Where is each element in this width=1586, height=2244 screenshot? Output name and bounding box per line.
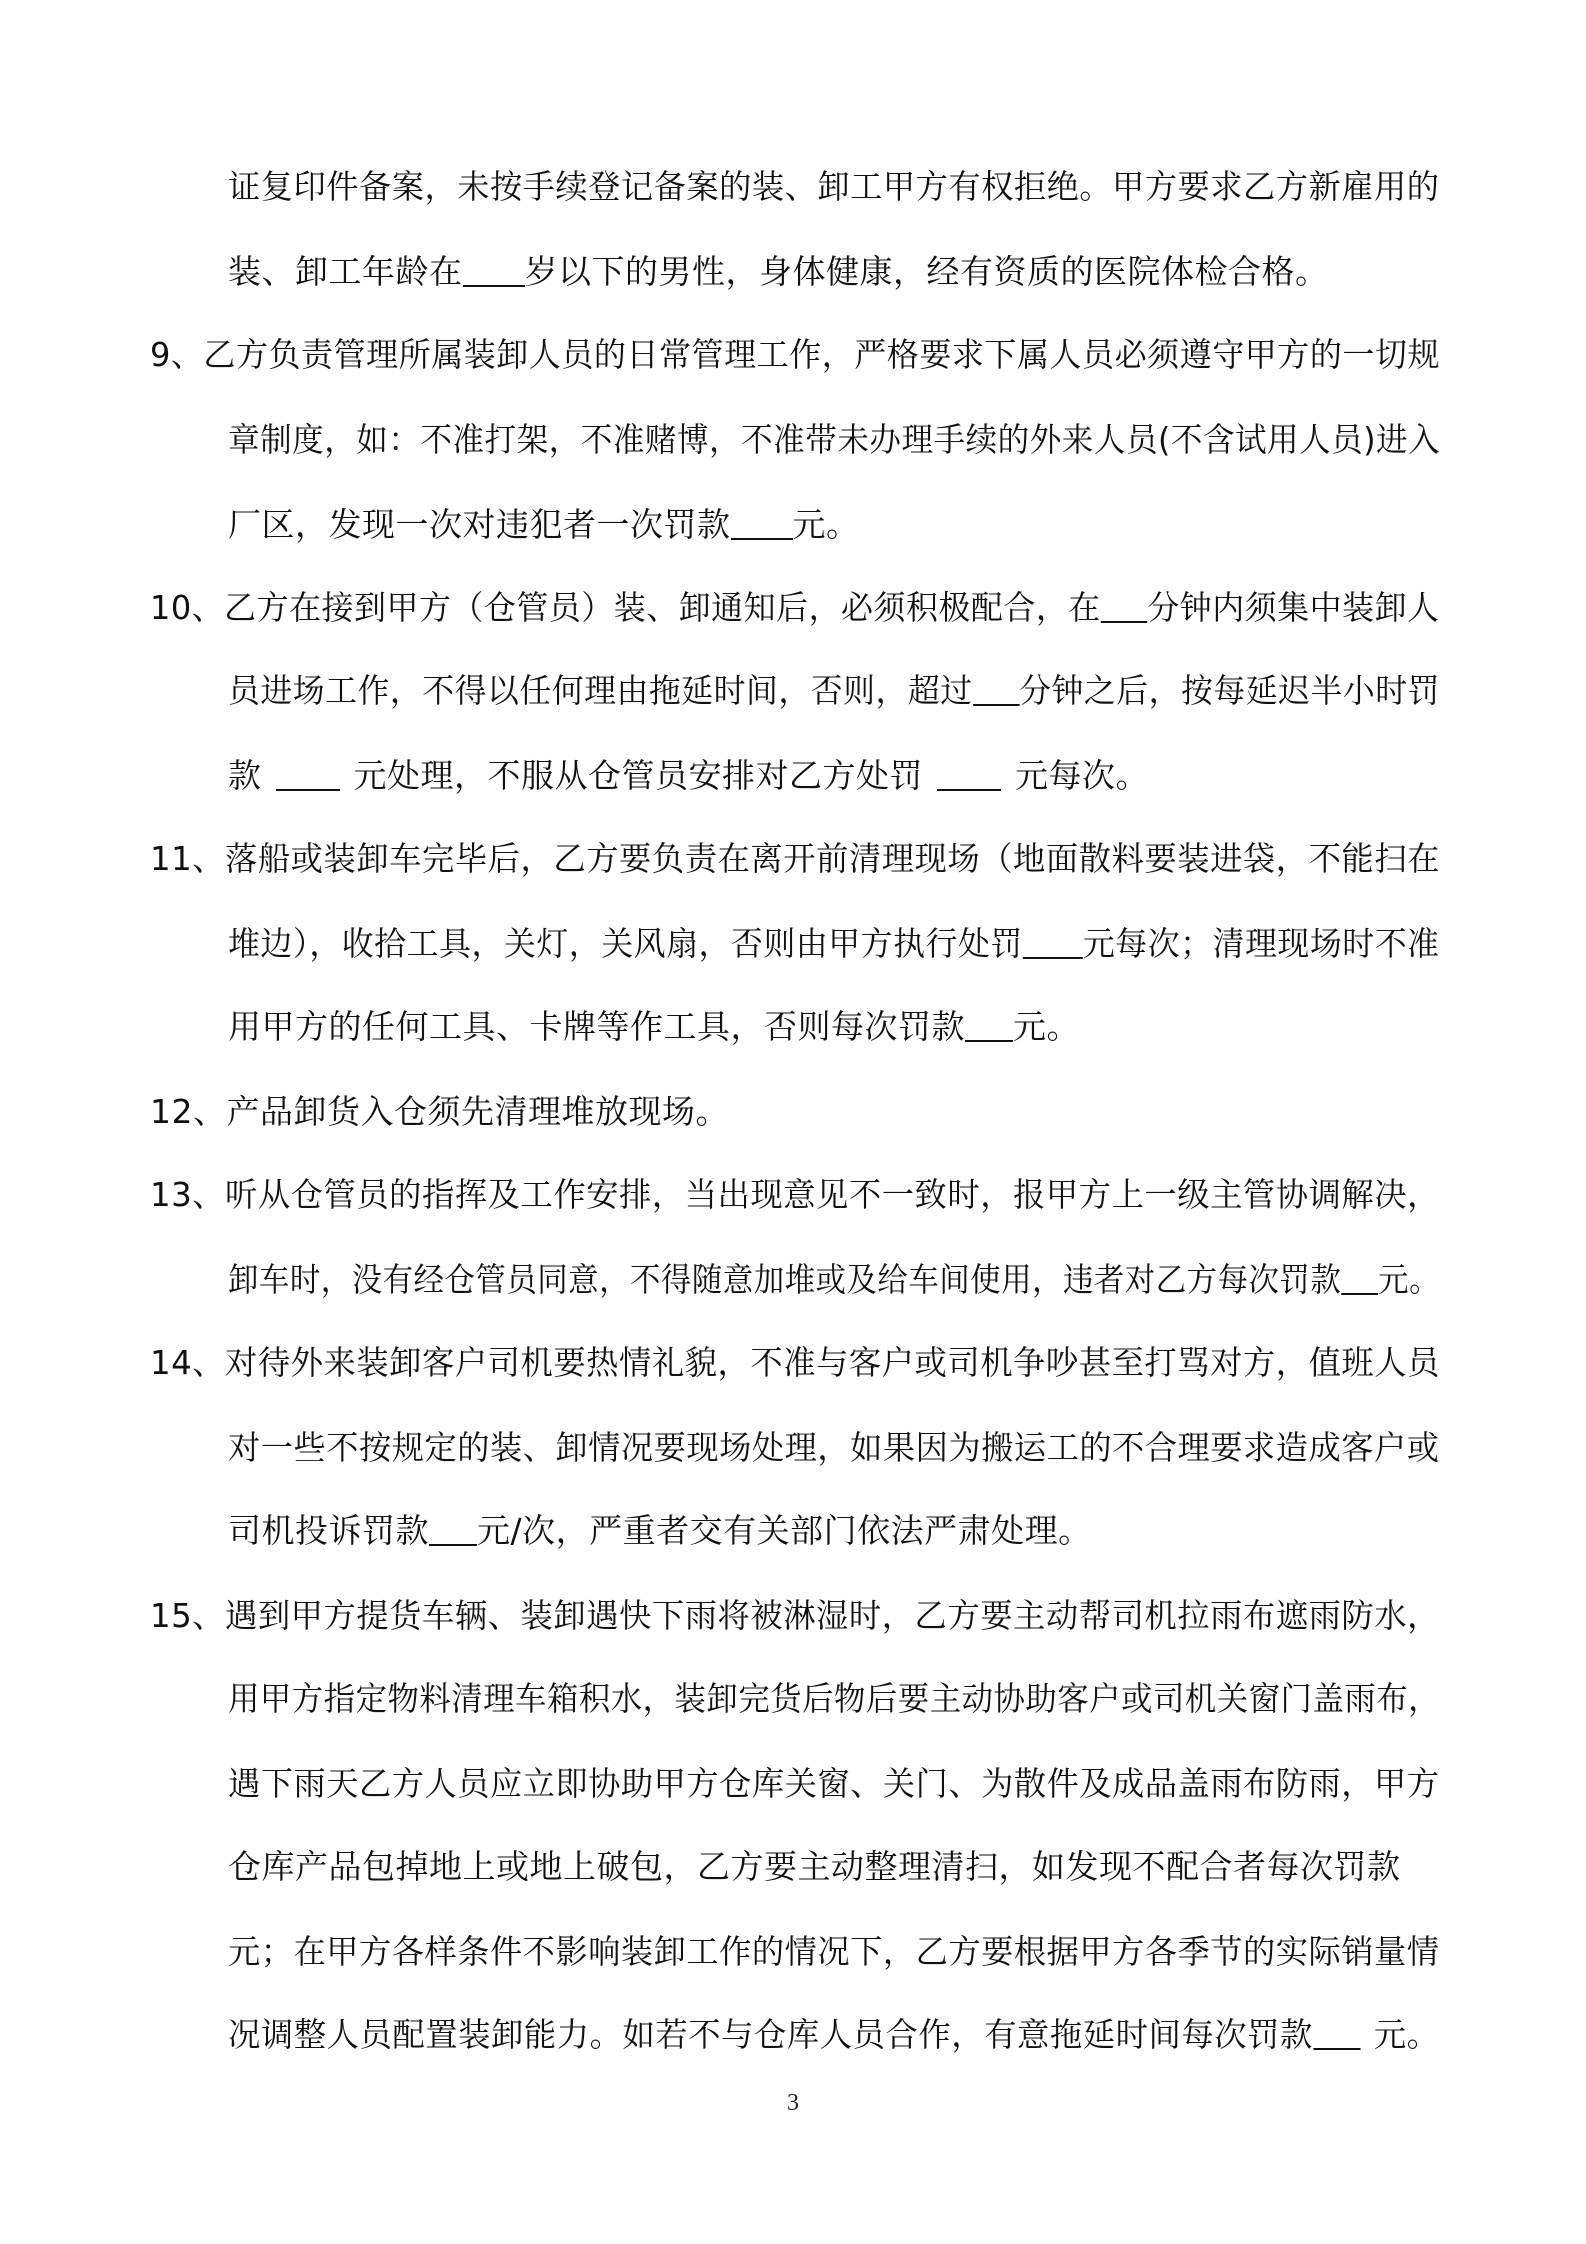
text-line: 章制度，如：不准打架，不准赌博，不准带未办理手续的外来人员(不含试用人员)进入 xyxy=(228,420,1441,459)
fill-blank xyxy=(463,255,525,287)
fill-blank xyxy=(1313,2018,1360,2050)
text-line: 11、落船或装卸车完毕后，乙方要负责在离开前清理现场（地面散料要装进袋，不能扫在 xyxy=(150,839,1440,878)
text-line: 10、乙方在接到甲方（仓管员）装、卸通知后，必须积极配合，在 分钟内须集中装卸人 xyxy=(150,588,1440,627)
text-line: 9、乙方负责管理所属装卸人员的日常管理工作，严格要求下属人员必须遵守甲方的一切规 xyxy=(150,335,1441,374)
fill-blank xyxy=(276,759,340,791)
text-line: 12、产品卸货入仓须先清理堆放现场。 xyxy=(150,1092,729,1131)
text-line: 15、遇到甲方提货车辆、装卸遇快下雨将被淋湿时，乙方要主动帮司机拉雨布遮雨防水， xyxy=(150,1596,1440,1635)
text-line: 用甲方的任何工具、卡牌等作工具，否则每次罚款 元。 xyxy=(228,1007,1080,1046)
text-line: 仓库产品包掉地上或地上破包，乙方要主动整理清扫，如发现不配合者每次罚款 xyxy=(228,1847,1401,1886)
fill-blank xyxy=(937,759,1001,791)
text-line: 员进场工作，不得以任何理由拖延时间，否则，超过 分钟之后，按每延迟半小时罚 xyxy=(228,671,1440,710)
fill-blank xyxy=(429,1514,477,1546)
text-line: 卸车时，没有经仓管员同意，不得随意加堆或及给车间使用，违者对乙方每次罚款 元。 xyxy=(228,1260,1441,1299)
text-line: 14、对待外来装卸客户司机要热情礼貌，不准与客户或司机争吵甚至打骂对方，值班人员 xyxy=(150,1343,1440,1382)
fill-blank xyxy=(731,508,793,540)
page-number: 3 xyxy=(787,2090,799,2116)
text-line: 用甲方指定物料清理车箱积水，装卸完货后物后要主动协助客户或司机关窗门盖雨布， xyxy=(228,1679,1441,1718)
text-line: 证复印件备案，未按手续登记备案的装、卸工甲方有权拒绝。甲方要求乙方新雇用的 xyxy=(228,167,1440,206)
fill-blank xyxy=(973,674,1019,706)
fill-blank xyxy=(1341,1263,1378,1295)
text-line: 司机投诉罚款 元/次，严重者交有关部门依法严肃处理。 xyxy=(228,1511,1092,1550)
text-line: 13、听从仓管员的指挥及工作安排，当出现意见不一致时，报甲方上一级主管协调解决， xyxy=(150,1175,1440,1214)
text-line: 款 元处理，不服从仓管员安排对乙方处罚 元每次。 xyxy=(228,756,1149,795)
text-line: 对一些不按规定的装、卸情况要现场处理，如果因为搬运工的不合理要求造成客户或 xyxy=(228,1428,1440,1467)
text-line: 堆边），收拾工具，关灯，关风扇，否则由甲方执行处罚 元每次；清理现场时不准 xyxy=(228,924,1440,963)
fill-blank xyxy=(965,1010,1013,1042)
text-line: 况调整人员配置装卸能力。如若不与仓库人员合作，有意拖延时间每次罚款 元。 xyxy=(228,2015,1440,2054)
fill-blank xyxy=(1101,591,1148,623)
text-line: 厂区，发现一次对违犯者一次罚款 元。 xyxy=(228,505,860,544)
text-line: 元；在甲方各样条件不影响装卸工作的情况下，乙方要根据甲方各季节的实际销量情 xyxy=(228,1932,1440,1971)
text-line: 装、卸工年龄在 岁以下的男性，身体健康，经有资质的医院体检合格。 xyxy=(228,252,1329,291)
fill-blank xyxy=(1023,927,1083,959)
text-line: 遇下雨天乙方人员应立即协助甲方仓库关窗、关门、为散件及成品盖雨布防雨，甲方 xyxy=(228,1764,1440,1803)
